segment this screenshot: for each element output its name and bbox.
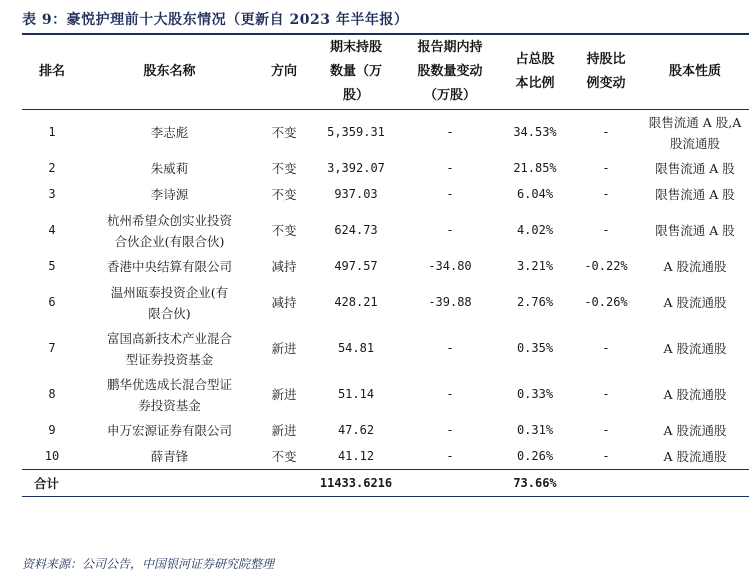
cell-rank: 4 [48, 223, 56, 237]
col-pct-change-header [571, 35, 641, 110]
cell-pct: 0.33% [516, 387, 554, 401]
header-row [22, 35, 749, 110]
col-shares-header [311, 35, 401, 110]
cell-pct-change: - [602, 423, 610, 437]
table-row [22, 372, 749, 418]
total-empty [401, 470, 499, 497]
cell-direction: 不变 [271, 125, 297, 141]
cell-share-nature-line: 限售流通 A 股 [655, 161, 735, 176]
cell-change: - [446, 448, 454, 463]
cell-pct-change: - [602, 387, 610, 401]
col-name-header: 股东名称 [143, 64, 196, 79]
total-shares: 11433.6216 [319, 475, 393, 490]
cell-pct: 2.76% [516, 295, 554, 309]
cell-pct: 0.35% [516, 341, 554, 355]
cell-rank: 10 [44, 448, 60, 463]
cell-direction: 新进 [271, 387, 297, 402]
shareholders-table [22, 35, 749, 497]
cell-shareholder-name [82, 182, 257, 208]
cell-shareholder-name-line: 申万宏源证券有限公司 [106, 423, 232, 438]
cell-direction: 不变 [271, 223, 297, 238]
table-row [22, 156, 749, 182]
total-empty [571, 470, 641, 497]
cell-direction: 减持 [271, 259, 297, 274]
cell-shareholder-name-line: 杭州希望众创实业投资 [106, 212, 232, 228]
cell-pct: 0.31% [516, 423, 554, 437]
cell-shares: 624.73 [334, 223, 378, 237]
cell-rank: 9 [48, 423, 56, 437]
cell-shareholder-name-line: 券投资基金 [138, 397, 201, 413]
header-line: 占总股 [515, 52, 555, 67]
cell-direction: 新进 [271, 341, 297, 356]
cell-share-nature-line: 限售流通 A 股 [655, 223, 735, 238]
cell-share-nature [641, 372, 749, 418]
source-note: 资料来源：公司公告，中国银河证券研究院整理 [22, 557, 275, 571]
cell-shares: 5,359.31 [327, 125, 385, 140]
header-line: 持股比 [586, 52, 626, 67]
cell-share-nature-line: A 股流通股 [663, 341, 727, 356]
cell-change: - [446, 387, 454, 401]
cell-share-nature-line: A 股流通股 [663, 423, 727, 438]
cell-pct-change: - [602, 125, 610, 140]
cell-share-nature-line: 限售流通 A 股 [655, 187, 735, 202]
cell-shares: 497.57 [334, 259, 378, 273]
table-row [22, 254, 749, 280]
cell-shareholder-name-line: 李诗源 [150, 187, 189, 202]
cell-shareholder-name-line: 温州瓯泰投资企业(有 [110, 284, 229, 300]
cell-pct-change: - [602, 223, 610, 237]
cell-pct-change: - [602, 187, 610, 201]
header-line: 本比例 [515, 76, 555, 91]
cell-share-nature [641, 208, 749, 254]
cell-pct-change: -0.22% [584, 259, 628, 273]
cell-share-nature [641, 418, 749, 444]
cell-change: - [446, 161, 454, 175]
cell-change: - [446, 341, 454, 355]
cell-shares: 3,392.07 [327, 161, 385, 175]
cell-shares: 54.81 [337, 341, 375, 355]
cell-share-nature-line: 股流通股 [669, 135, 720, 151]
table-row [22, 182, 749, 208]
cell-pct: 21.85% [513, 161, 557, 175]
cell-pct-change: - [602, 341, 610, 355]
cell-pct: 34.53% [513, 125, 557, 140]
cell-shares: 47.62 [337, 423, 375, 437]
cell-shareholder-name-line: 朱威莉 [150, 161, 189, 176]
cell-pct: 3.21% [516, 259, 554, 273]
cell-rank: 3 [48, 187, 56, 201]
cell-shares: 428.21 [334, 295, 378, 309]
cell-shareholder-name [82, 254, 257, 280]
cell-direction: 不变 [271, 187, 297, 202]
header-line: 股） [342, 88, 369, 103]
total-row [22, 470, 749, 497]
col-change-header [401, 35, 499, 110]
cell-pct-change: - [602, 161, 610, 175]
cell-change: - [446, 125, 454, 140]
cell-share-nature [641, 280, 749, 326]
cell-rank: 8 [48, 387, 56, 401]
table-row [22, 326, 749, 372]
cell-shareholder-name [82, 280, 257, 326]
total-label: 合计 [34, 475, 60, 491]
cell-pct: 4.02% [516, 223, 554, 237]
cell-shareholder-name-line: 李志彪 [150, 125, 189, 141]
cell-share-nature-line: A 股流通股 [663, 387, 727, 402]
cell-change: -39.88 [428, 295, 472, 309]
cell-rank: 5 [48, 259, 56, 273]
col-direction-header: 方向 [270, 64, 297, 79]
cell-shareholder-name-line: 富国高新技术产业混合 [106, 330, 232, 346]
cell-change: -34.80 [428, 259, 472, 273]
cell-direction: 新进 [271, 423, 297, 438]
total-empty [641, 470, 749, 497]
cell-pct-change: -0.26% [584, 295, 628, 309]
header-line: 期末持股 [329, 40, 382, 55]
total-empty [82, 470, 257, 497]
cell-change: - [446, 187, 454, 201]
col-nature-header: 股本性质 [668, 64, 721, 79]
cell-direction: 不变 [271, 448, 297, 464]
table-row [22, 208, 749, 254]
cell-share-nature [641, 326, 749, 372]
cell-change: - [446, 423, 454, 437]
cell-pct: 0.26% [516, 448, 554, 463]
cell-direction: 不变 [271, 161, 297, 176]
table-row [22, 110, 749, 156]
cell-share-nature-line: A 股流通股 [663, 448, 727, 464]
header-line: 例变动 [586, 76, 626, 91]
cell-share-nature [641, 156, 749, 182]
cell-rank: 2 [48, 161, 56, 175]
col-pct-header [499, 35, 571, 110]
cell-rank: 7 [48, 341, 56, 355]
cell-rank: 1 [48, 125, 56, 140]
cell-share-nature-line: 限售流通 A 股,A [648, 114, 742, 130]
table-row [22, 418, 749, 444]
cell-pct-change: - [602, 448, 610, 463]
cell-direction: 减持 [271, 295, 297, 310]
table-title: 表 9：豪悦护理前十大股东情况（更新自 2023 年半年报） [22, 12, 409, 28]
total-pct: 73.66% [513, 475, 557, 490]
cell-shareholder-name-line: 型证券投资基金 [125, 351, 214, 367]
cell-shareholder-name-line: 合伙企业(有限合伙) [114, 233, 225, 249]
header-line: （万股） [423, 88, 476, 103]
cell-shareholder-name-line: 香港中央结算有限公司 [106, 259, 232, 274]
cell-share-nature [641, 444, 749, 470]
cell-shareholder-name-line: 限合伙) [148, 305, 191, 321]
cell-shareholder-name [82, 156, 257, 182]
cell-share-nature-line: A 股流通股 [663, 259, 727, 274]
cell-shareholder-name [82, 110, 257, 156]
table-row [22, 280, 749, 326]
cell-shares: 51.14 [337, 387, 375, 401]
cell-shareholder-name [82, 326, 257, 372]
header-line: 报告期内持 [417, 40, 483, 55]
cell-pct: 6.04% [516, 187, 554, 201]
cell-share-nature-line: A 股流通股 [663, 295, 727, 310]
cell-shareholder-name [82, 372, 257, 418]
cell-shareholder-name-line: 薛青锋 [150, 448, 189, 464]
cell-share-nature [641, 182, 749, 208]
cell-share-nature [641, 254, 749, 280]
cell-change: - [446, 223, 454, 237]
total-empty [257, 470, 311, 497]
cell-shareholder-name [82, 444, 257, 470]
cell-shareholder-name-line: 鹏华优选成长混合型证 [106, 376, 232, 392]
header-line: 数量（万 [329, 64, 382, 79]
table-row [22, 444, 749, 470]
cell-shareholder-name [82, 418, 257, 444]
cell-shareholder-name [82, 208, 257, 254]
cell-share-nature [641, 110, 749, 156]
col-rank-header: 排名 [38, 64, 65, 79]
cell-shares: 937.03 [334, 187, 378, 201]
cell-rank: 6 [48, 295, 56, 309]
cell-shares: 41.12 [337, 448, 375, 463]
header-line: 股数量变动 [417, 64, 483, 79]
